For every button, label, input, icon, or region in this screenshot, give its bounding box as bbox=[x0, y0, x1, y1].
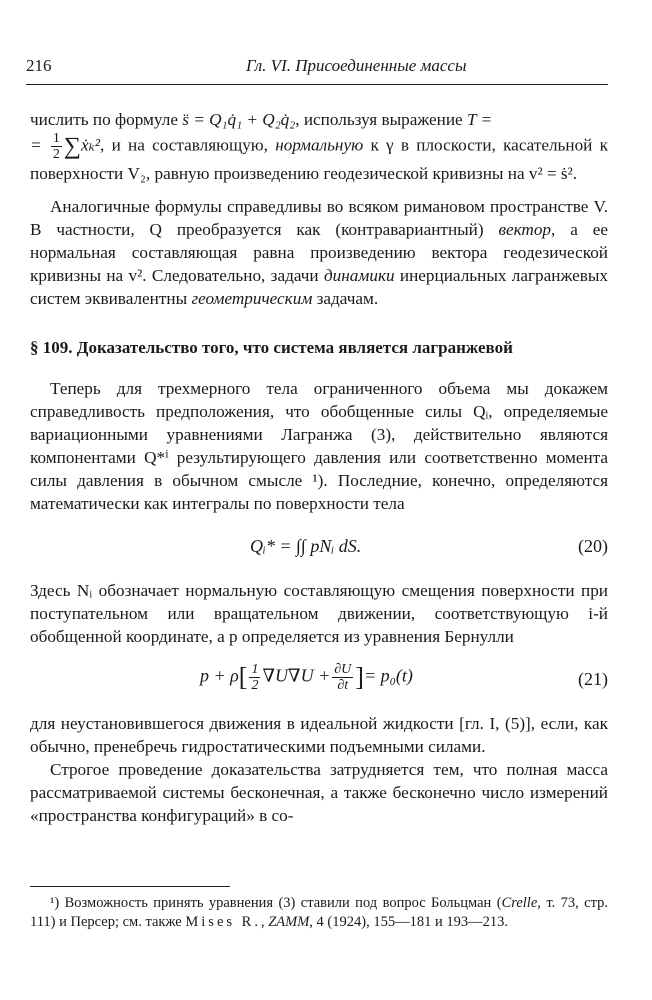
footnote-rule bbox=[30, 886, 230, 887]
text-run: числить по формуле bbox=[30, 110, 183, 129]
equation-number: (21) bbox=[578, 669, 608, 689]
text-run: , а ее нормальная составляющая равна произведению вектора геодезической кривизны на v². Следовательно, задачи bbox=[30, 220, 609, 285]
fraction-denominator: 2 bbox=[52, 147, 60, 162]
inline-formula: ẋₖ² bbox=[80, 135, 101, 155]
emphasis: вектор bbox=[498, 220, 552, 239]
page-number: 216 bbox=[26, 56, 52, 75]
equation-formula bbox=[200, 662, 413, 693]
emphasis: ZAMM bbox=[268, 914, 310, 930]
emphasis: Crelle bbox=[501, 895, 538, 911]
text-run: , 4 (1924), 155—181 и 193—213. bbox=[309, 914, 508, 930]
fraction-numerator: 1 bbox=[52, 131, 60, 146]
eq-lhs: p + ρ bbox=[200, 665, 239, 686]
text-run: Аналогичные формулы справедливы во всяком римановом пространстве V. В частности, Q преобразуется как (контравариантный) bbox=[30, 197, 608, 239]
text-run: ¹) Возможность принять уравнения (3) ставили под вопрос Больцман ( bbox=[50, 895, 502, 911]
text-run: к γ в плоскости, касательной к поверхности V₂, равную произведению геодезической кривизны на v² = ṡ². bbox=[30, 135, 608, 183]
footnote bbox=[30, 894, 608, 932]
text-run: , и на составляющую, bbox=[100, 135, 276, 155]
emphasis: нормальную bbox=[275, 135, 364, 155]
text-run: инерциальных лагранжевых систем эквивалентны bbox=[30, 266, 608, 308]
author-name: Mises R. bbox=[185, 914, 261, 930]
fraction-denominator: 2 bbox=[251, 678, 259, 693]
equation-21 bbox=[30, 656, 608, 702]
fraction-derivative bbox=[332, 662, 353, 693]
text-run: , используя выражение bbox=[295, 110, 467, 129]
eq-middle: ∇U∇U + bbox=[262, 665, 331, 686]
fraction-half bbox=[51, 131, 62, 162]
fraction-denominator: ∂t bbox=[337, 678, 349, 693]
paragraph-2 bbox=[30, 195, 608, 310]
inline-formula: s̈ = Q₁q̇₁ + Q₂q̇₂ bbox=[182, 110, 296, 129]
fraction-numerator: 1 bbox=[251, 662, 259, 677]
paragraph-4: Здесь Nᵢ обозначает нормальную составляющую смещения поверхности при поступательном или вращательном движении, соответствующую i-й обобщенной координате, а p определяется из уравнения Бернулли bbox=[30, 581, 608, 646]
left-bracket: [ bbox=[238, 662, 248, 692]
fraction-half bbox=[249, 662, 260, 693]
sum-sign: ∑ bbox=[63, 133, 81, 160]
paragraph-1 bbox=[30, 108, 608, 185]
inline-formula: T = bbox=[466, 110, 493, 129]
section-heading: § 109. Доказательство того, что система является лагранжевой bbox=[30, 338, 513, 357]
running-title: Гл. VI. Присоединенные массы bbox=[246, 56, 467, 75]
emphasis: динамики bbox=[323, 266, 395, 285]
inline-formula: = bbox=[30, 135, 49, 155]
footnote-text bbox=[30, 894, 608, 932]
eq-rhs: = p₀(t) bbox=[363, 665, 413, 686]
main-text bbox=[30, 108, 608, 827]
equation-20 bbox=[30, 523, 608, 569]
text-run: , bbox=[260, 914, 269, 930]
equation-number: (20) bbox=[578, 536, 608, 556]
paragraph-5: для неустановившегося движения в идеальной жидкости [гл. I, (5)], если, как обычно, пренебречь гидростатическими подъемными силами. bbox=[30, 714, 608, 756]
paragraph-3: Теперь для трехмерного тела ограниченного объема мы докажем справедливость предположения, что обобщенные силы Qᵢ, определяемые вариационными уравнениями Лагранжа (3), действительно являются компонентами Q*ⁱ результирующего давления или соответственно момента силы давления в обычном смысле ¹). Последние, конечно, определяются математически как интегралы по поверхности тела bbox=[30, 379, 608, 513]
page-header bbox=[26, 56, 622, 80]
text-run: задачам. bbox=[312, 289, 379, 308]
text-run: , т. 73, стр. 111) и Персер; см. также bbox=[30, 895, 608, 930]
emphasis: геометрическим bbox=[191, 289, 313, 308]
equation-formula: Qᵢ* = ∫∫ pNᵢ dS. bbox=[250, 536, 362, 556]
header-rule bbox=[26, 84, 608, 85]
fraction-numerator: ∂U bbox=[334, 662, 352, 677]
paragraph-6: Строгое проведение доказательства затрудняется тем, что полная масса рассматриваемой системы бесконечная, а также бесконечно число измерений «пространства конфигураций» в со- bbox=[30, 760, 608, 825]
right-bracket: ] bbox=[355, 662, 364, 692]
